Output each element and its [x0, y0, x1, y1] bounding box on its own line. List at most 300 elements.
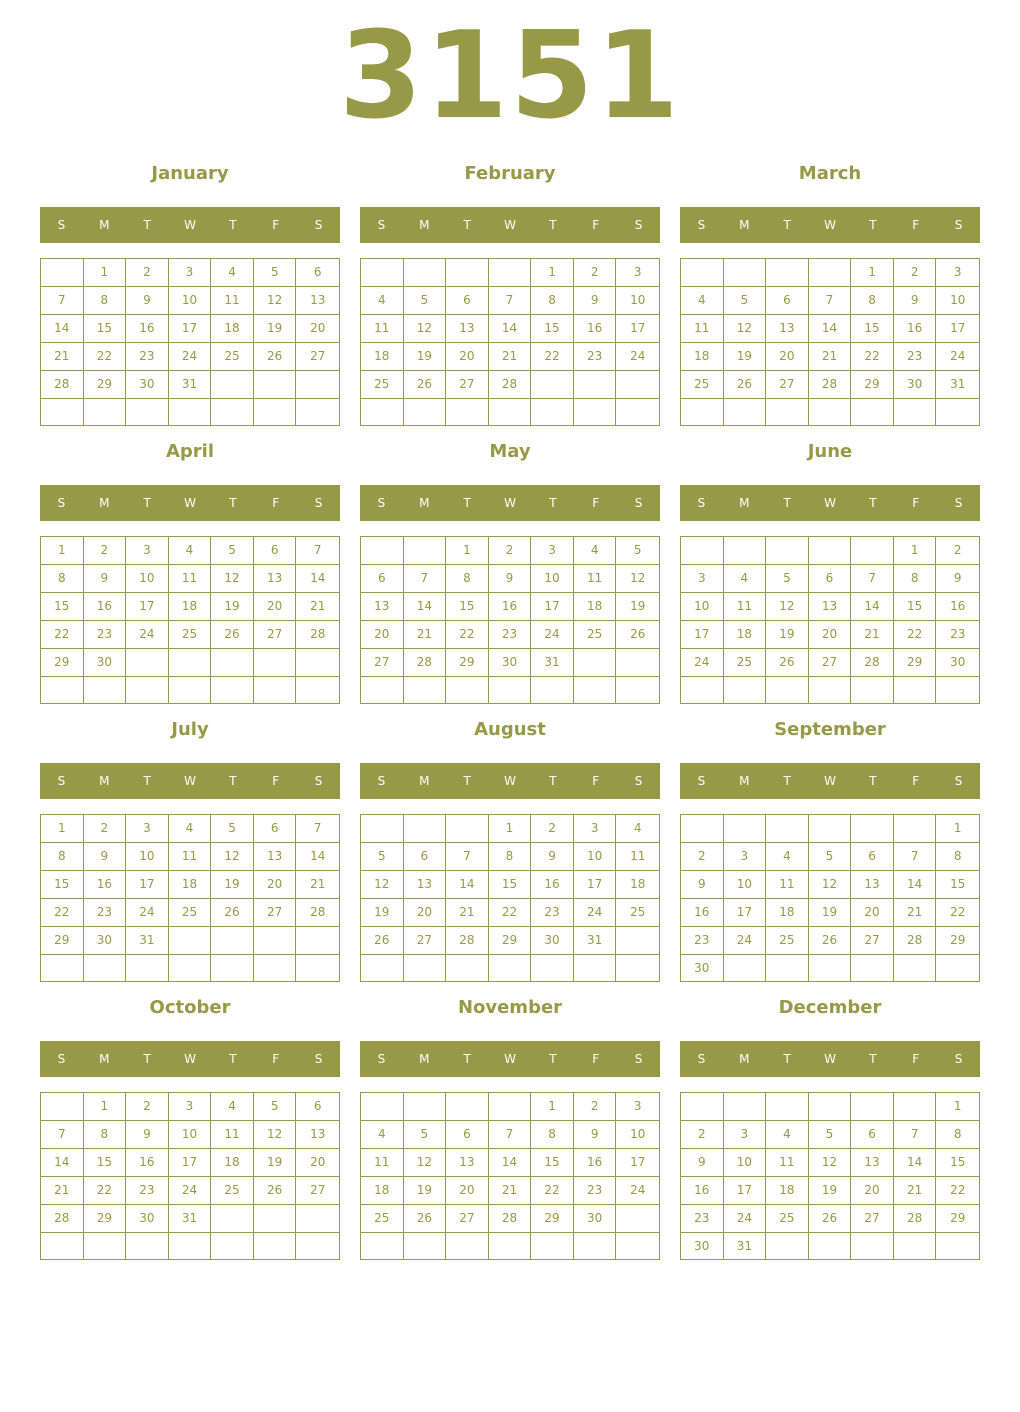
weekday-label: M	[419, 218, 430, 232]
day-cell	[446, 1093, 489, 1121]
day-cell: 27	[296, 343, 339, 371]
day-cell: 5	[211, 537, 254, 565]
day-cell: 6	[404, 843, 447, 871]
weekday-label: S	[954, 1052, 963, 1066]
day-cell: 3	[724, 1121, 767, 1149]
day-cell	[41, 259, 84, 287]
day-cell: 22	[851, 343, 894, 371]
day-cell	[851, 399, 894, 425]
day-cell: 21	[41, 1177, 84, 1205]
day-cell: 4	[211, 1093, 254, 1121]
weekday-label: S	[697, 1052, 706, 1066]
day-cell: 20	[766, 343, 809, 371]
day-cell	[574, 1233, 617, 1259]
day-cell	[851, 677, 894, 703]
day-cell: 17	[126, 593, 169, 621]
day-cell	[169, 677, 212, 703]
day-cell	[574, 677, 617, 703]
day-cell: 14	[446, 871, 489, 899]
weekday-label: T	[463, 218, 471, 232]
day-cell: 9	[681, 1149, 724, 1177]
day-cell: 7	[851, 565, 894, 593]
day-cell: 14	[894, 871, 937, 899]
day-cell: 21	[296, 593, 339, 621]
day-cell: 12	[361, 871, 404, 899]
day-cell: 10	[936, 287, 979, 315]
day-cell: 18	[169, 871, 212, 899]
day-cell: 2	[126, 259, 169, 287]
day-cell: 25	[211, 1177, 254, 1205]
day-cell: 25	[766, 1205, 809, 1233]
weekday-label: T	[229, 496, 237, 510]
day-cell: 4	[616, 815, 659, 843]
day-cell	[296, 955, 339, 981]
day-cell	[851, 537, 894, 565]
day-cell: 10	[574, 843, 617, 871]
day-cell: 20	[809, 621, 852, 649]
day-cell	[936, 677, 979, 703]
day-cell	[851, 1233, 894, 1260]
day-cell: 12	[211, 565, 254, 593]
day-cell	[809, 815, 852, 843]
day-cell: 31	[724, 1233, 767, 1260]
day-cell	[254, 399, 297, 425]
weekday-label: W	[504, 1052, 516, 1066]
day-cell: 8	[531, 1121, 574, 1149]
weekday-label: T	[143, 774, 151, 788]
day-grid	[40, 258, 340, 426]
day-cell: 18	[169, 593, 212, 621]
day-cell: 7	[894, 843, 937, 871]
day-cell	[404, 815, 447, 843]
day-cell	[681, 259, 724, 287]
day-cell: 16	[489, 593, 532, 621]
weekday-label: F	[912, 774, 920, 788]
day-cell: 4	[211, 259, 254, 287]
day-cell: 8	[894, 565, 937, 593]
weekday-label: M	[419, 774, 430, 788]
weekday-label: S	[314, 1052, 323, 1066]
day-cell: 30	[489, 649, 532, 677]
day-cell	[681, 399, 724, 425]
weekday-label: S	[314, 774, 323, 788]
day-cell: 7	[489, 287, 532, 315]
day-cell: 1	[84, 1093, 127, 1121]
day-cell	[616, 927, 659, 955]
day-grid	[40, 814, 340, 982]
weekday-label: W	[824, 774, 836, 788]
day-cell	[489, 955, 532, 981]
day-cell: 2	[531, 815, 574, 843]
weekday-label: F	[272, 774, 280, 788]
day-cell	[296, 927, 339, 955]
day-cell	[724, 537, 767, 565]
day-cell: 23	[489, 621, 532, 649]
day-cell	[724, 399, 767, 425]
day-cell: 20	[254, 593, 297, 621]
day-cell: 5	[809, 843, 852, 871]
day-cell: 27	[254, 621, 297, 649]
day-cell: 10	[169, 287, 212, 315]
day-cell: 18	[211, 1149, 254, 1177]
day-cell: 10	[616, 287, 659, 315]
weekday-label: W	[504, 774, 516, 788]
day-cell: 23	[681, 1205, 724, 1233]
day-cell	[84, 1233, 127, 1259]
weekday-label: S	[377, 774, 386, 788]
day-cell: 5	[254, 1093, 297, 1121]
day-cell: 29	[936, 927, 979, 955]
day-cell: 6	[296, 259, 339, 287]
day-cell: 3	[531, 537, 574, 565]
day-cell: 22	[936, 899, 979, 927]
day-cell: 1	[84, 259, 127, 287]
day-cell	[809, 399, 852, 425]
day-cell: 21	[809, 343, 852, 371]
day-cell: 3	[169, 259, 212, 287]
day-cell	[126, 1233, 169, 1259]
day-cell: 29	[489, 927, 532, 955]
day-cell: 23	[894, 343, 937, 371]
month-name: February	[464, 163, 556, 184]
weekday-label: W	[504, 496, 516, 510]
weekday-label: S	[634, 774, 643, 788]
day-cell	[41, 1233, 84, 1259]
day-cell	[681, 677, 724, 703]
day-cell: 25	[169, 621, 212, 649]
day-grid	[360, 258, 660, 426]
day-cell	[361, 815, 404, 843]
day-cell	[574, 955, 617, 981]
day-cell	[211, 927, 254, 955]
day-cell: 2	[574, 259, 617, 287]
day-cell: 23	[126, 1177, 169, 1205]
day-cell: 18	[616, 871, 659, 899]
day-cell: 23	[126, 343, 169, 371]
day-cell: 7	[489, 1121, 532, 1149]
day-cell: 26	[616, 621, 659, 649]
month-name: June	[807, 441, 853, 462]
day-cell: 4	[169, 815, 212, 843]
day-cell: 8	[851, 287, 894, 315]
day-cell: 28	[894, 927, 937, 955]
day-cell: 28	[296, 621, 339, 649]
day-cell: 13	[296, 287, 339, 315]
weekday-label: T	[463, 774, 471, 788]
day-cell: 14	[41, 315, 84, 343]
day-cell	[809, 677, 852, 703]
day-cell: 27	[766, 371, 809, 399]
day-cell	[616, 677, 659, 703]
day-cell: 4	[361, 1121, 404, 1149]
day-cell: 21	[404, 621, 447, 649]
day-cell: 2	[489, 537, 532, 565]
day-cell: 30	[681, 1233, 724, 1260]
day-cell: 13	[254, 565, 297, 593]
day-cell: 9	[894, 287, 937, 315]
day-cell: 28	[894, 1205, 937, 1233]
day-cell	[296, 371, 339, 399]
day-cell	[41, 955, 84, 981]
day-cell: 7	[296, 537, 339, 565]
day-cell: 18	[766, 1177, 809, 1205]
day-cell: 17	[724, 1177, 767, 1205]
day-cell: 13	[446, 315, 489, 343]
day-cell: 9	[574, 1121, 617, 1149]
day-cell: 15	[894, 593, 937, 621]
day-cell: 16	[681, 899, 724, 927]
day-cell: 31	[936, 371, 979, 399]
day-cell: 17	[616, 1149, 659, 1177]
day-cell: 26	[254, 1177, 297, 1205]
day-cell: 3	[616, 1093, 659, 1121]
day-cell: 17	[681, 621, 724, 649]
day-cell	[724, 259, 767, 287]
day-cell: 21	[894, 899, 937, 927]
day-cell	[489, 677, 532, 703]
weekday-label: T	[869, 218, 877, 232]
day-cell: 23	[681, 927, 724, 955]
day-cell: 15	[489, 871, 532, 899]
day-cell: 15	[84, 315, 127, 343]
day-cell: 16	[84, 871, 127, 899]
day-cell: 6	[361, 565, 404, 593]
day-cell: 4	[766, 1121, 809, 1149]
day-cell	[766, 955, 809, 982]
day-cell: 13	[296, 1121, 339, 1149]
day-cell: 23	[574, 1177, 617, 1205]
day-cell	[254, 371, 297, 399]
day-cell: 20	[851, 1177, 894, 1205]
weekday-label: T	[229, 1052, 237, 1066]
day-cell: 22	[41, 899, 84, 927]
day-cell: 2	[894, 259, 937, 287]
day-cell: 14	[296, 843, 339, 871]
day-cell: 22	[446, 621, 489, 649]
day-cell: 16	[84, 593, 127, 621]
day-cell: 24	[126, 899, 169, 927]
day-cell: 27	[446, 1205, 489, 1233]
day-cell: 20	[296, 1149, 339, 1177]
day-cell: 16	[126, 1149, 169, 1177]
day-cell	[681, 1093, 724, 1121]
day-cell: 25	[681, 371, 724, 399]
day-cell: 29	[446, 649, 489, 677]
day-grid	[360, 814, 660, 982]
month-name: July	[171, 719, 209, 740]
day-cell	[254, 677, 297, 703]
month-name: March	[798, 163, 862, 184]
day-cell: 18	[766, 899, 809, 927]
day-cell	[489, 1233, 532, 1259]
day-cell	[361, 399, 404, 425]
day-cell: 26	[211, 621, 254, 649]
day-cell: 28	[41, 371, 84, 399]
day-cell: 5	[404, 287, 447, 315]
day-cell: 4	[361, 287, 404, 315]
day-cell: 16	[681, 1177, 724, 1205]
day-grid	[680, 536, 980, 704]
day-cell	[894, 815, 937, 843]
day-cell: 9	[531, 843, 574, 871]
day-cell: 22	[41, 621, 84, 649]
day-cell: 17	[169, 1149, 212, 1177]
day-cell: 28	[404, 649, 447, 677]
day-cell: 16	[126, 315, 169, 343]
weekday-label: S	[954, 774, 963, 788]
day-cell: 11	[574, 565, 617, 593]
weekday-label: T	[549, 218, 557, 232]
day-cell: 8	[84, 1121, 127, 1149]
day-cell	[766, 259, 809, 287]
day-cell	[126, 399, 169, 425]
day-cell: 17	[936, 315, 979, 343]
day-cell: 3	[681, 565, 724, 593]
weekday-label: T	[143, 496, 151, 510]
day-cell	[574, 649, 617, 677]
day-cell: 28	[41, 1205, 84, 1233]
day-cell: 21	[894, 1177, 937, 1205]
day-cell: 10	[681, 593, 724, 621]
day-cell	[169, 399, 212, 425]
day-cell: 19	[254, 1149, 297, 1177]
day-cell: 6	[446, 287, 489, 315]
weekday-header	[40, 763, 340, 799]
day-cell	[296, 1233, 339, 1259]
weekday-label: M	[99, 774, 110, 788]
day-cell: 7	[404, 565, 447, 593]
weekday-label: S	[697, 774, 706, 788]
weekday-label: F	[592, 218, 600, 232]
day-cell: 24	[724, 927, 767, 955]
day-cell: 31	[169, 1205, 212, 1233]
day-cell	[211, 1233, 254, 1259]
month-name: April	[165, 441, 215, 462]
day-cell: 9	[126, 1121, 169, 1149]
weekday-label: S	[954, 496, 963, 510]
day-cell: 2	[936, 537, 979, 565]
day-cell	[404, 1233, 447, 1259]
day-cell: 11	[724, 593, 767, 621]
weekday-label: T	[549, 774, 557, 788]
weekday-label: S	[954, 218, 963, 232]
day-cell: 14	[404, 593, 447, 621]
day-cell	[766, 677, 809, 703]
day-cell	[296, 677, 339, 703]
day-cell: 30	[84, 927, 127, 955]
day-cell: 17	[126, 871, 169, 899]
day-cell: 15	[446, 593, 489, 621]
day-cell: 6	[851, 1121, 894, 1149]
day-cell	[851, 815, 894, 843]
day-cell: 8	[936, 843, 979, 871]
day-cell: 27	[361, 649, 404, 677]
weekday-label: F	[592, 774, 600, 788]
weekday-label: M	[739, 218, 750, 232]
day-cell: 18	[211, 315, 254, 343]
day-cell: 21	[489, 1177, 532, 1205]
day-cell: 23	[574, 343, 617, 371]
weekday-label: T	[783, 496, 791, 510]
day-cell: 9	[936, 565, 979, 593]
day-cell	[936, 955, 979, 982]
day-cell: 25	[361, 1205, 404, 1233]
day-cell: 15	[531, 315, 574, 343]
day-cell: 30	[126, 1205, 169, 1233]
day-cell: 15	[851, 315, 894, 343]
day-cell	[936, 399, 979, 425]
day-cell: 28	[489, 371, 532, 399]
day-cell: 27	[851, 1205, 894, 1233]
weekday-label: T	[143, 1052, 151, 1066]
weekday-label: W	[184, 496, 196, 510]
weekday-label: T	[869, 496, 877, 510]
day-cell: 25	[574, 621, 617, 649]
day-cell: 8	[936, 1121, 979, 1149]
day-cell: 4	[169, 537, 212, 565]
weekday-header	[40, 485, 340, 521]
day-cell	[211, 371, 254, 399]
day-cell: 23	[84, 899, 127, 927]
weekday-label: T	[549, 1052, 557, 1066]
day-cell: 11	[766, 1149, 809, 1177]
day-cell	[296, 1205, 339, 1233]
day-cell	[361, 1093, 404, 1121]
day-cell: 19	[809, 1177, 852, 1205]
weekday-label: F	[912, 496, 920, 510]
day-cell: 26	[361, 927, 404, 955]
day-cell: 4	[766, 843, 809, 871]
day-cell: 13	[809, 593, 852, 621]
day-cell	[616, 1233, 659, 1259]
day-cell: 8	[531, 287, 574, 315]
weekday-header	[680, 1041, 980, 1077]
weekday-label: S	[697, 218, 706, 232]
day-cell: 8	[446, 565, 489, 593]
day-cell: 31	[574, 927, 617, 955]
day-cell: 11	[211, 287, 254, 315]
day-cell: 28	[296, 899, 339, 927]
day-cell: 29	[851, 371, 894, 399]
day-cell: 5	[616, 537, 659, 565]
day-cell	[404, 537, 447, 565]
day-cell: 22	[936, 1177, 979, 1205]
day-cell: 10	[169, 1121, 212, 1149]
day-cell: 9	[489, 565, 532, 593]
day-cell: 12	[254, 1121, 297, 1149]
day-cell: 23	[531, 899, 574, 927]
day-cell: 15	[84, 1149, 127, 1177]
day-cell: 20	[404, 899, 447, 927]
day-cell: 3	[169, 1093, 212, 1121]
day-cell: 19	[211, 871, 254, 899]
weekday-label: F	[592, 496, 600, 510]
day-cell: 26	[211, 899, 254, 927]
weekday-header	[360, 763, 660, 799]
day-cell: 1	[936, 815, 979, 843]
day-cell: 16	[531, 871, 574, 899]
weekday-label: W	[184, 1052, 196, 1066]
day-cell: 4	[681, 287, 724, 315]
day-cell: 14	[851, 593, 894, 621]
day-cell: 30	[531, 927, 574, 955]
day-cell: 6	[254, 815, 297, 843]
day-cell: 22	[531, 1177, 574, 1205]
day-cell	[894, 1233, 937, 1260]
day-cell: 9	[84, 565, 127, 593]
weekday-label: S	[697, 496, 706, 510]
weekday-label: F	[272, 496, 280, 510]
